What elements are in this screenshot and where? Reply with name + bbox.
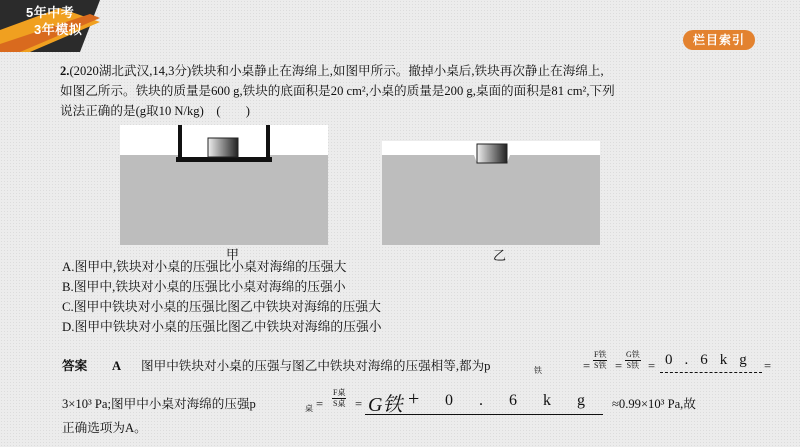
answer-eq-2: =	[615, 359, 623, 373]
answer-eq-6: =	[355, 397, 363, 411]
option-a: A.图甲中,铁块对小桌的压强比小桌对海绵的压强大	[62, 260, 347, 274]
figure-yi	[382, 141, 600, 245]
answer-label: 答案	[62, 359, 88, 373]
answer-g-tie: G铁	[368, 394, 403, 416]
answer-line-1: 图甲中铁块对小桌的压强与图乙中铁块对海绵的压强相等,都为p	[141, 359, 491, 373]
option-c: C.图甲中铁块对小桌的压强比图乙中铁块对海绵的压强大	[62, 300, 381, 314]
fraction-f-tie	[593, 350, 607, 371]
answer-line-3: 正确选项为A。	[62, 421, 147, 435]
answer-eq-5: =	[316, 397, 324, 411]
figure-jia	[120, 125, 328, 245]
fraction-g-tie-num: G铁	[626, 350, 640, 359]
answer-eq-4: =	[764, 359, 772, 373]
logo-line1: 5年中考	[26, 5, 75, 20]
answer-choice: A	[112, 359, 122, 373]
question-line-3: 说法正确的是(g取10 N/kg) ( )	[60, 104, 250, 118]
fraction-g-tie-den: S铁	[626, 361, 640, 370]
fraction-g-tie	[625, 350, 641, 371]
question-text-1: (2020湖北武汉,14,3分)铁块和小桌静止在海绵上,如图甲所示。撤掉小桌后,铁块再次静止在海绵上,	[69, 64, 604, 78]
fraction-line-1	[660, 372, 762, 373]
question-number: 2.	[60, 64, 70, 78]
answer-line-2-end: ≈0.99×10³ Pa,故	[612, 397, 696, 411]
brand-logo	[0, 0, 100, 52]
answer-eq-3: =	[648, 359, 656, 373]
option-d: D.图甲中铁块对小桌的压强比图乙中铁块对海绵的压强小	[62, 320, 382, 334]
fraction-f-tie-num: F铁	[594, 350, 607, 359]
question-line-1	[60, 61, 780, 81]
option-b: B.图甲中,铁块对小桌的压强比小桌对海绵的压强小	[62, 280, 346, 294]
answer-big-mass-2: 0.6kg	[445, 392, 611, 409]
answer-sub-zhuo: 桌	[305, 404, 313, 413]
fraction-f-zhuo-den: S桌	[333, 399, 346, 408]
fraction-line-2	[365, 414, 603, 415]
figure-yi-drawing	[382, 141, 600, 245]
answer-sub-tie: 铁	[534, 366, 542, 375]
logo-line2: 3年模拟	[34, 22, 83, 37]
fraction-f-zhuo	[332, 388, 346, 409]
section-index-button[interactable]: 栏目索引	[683, 30, 755, 50]
answer-line-2-start: 3×10³ Pa;图甲中小桌对海绵的压强p	[62, 397, 256, 411]
figure-jia-label: 甲	[226, 247, 240, 262]
answer-eq-1: =	[583, 359, 591, 373]
question-line-2: 如图乙所示。铁块的质量是600 g,铁块的底面积是20 cm²,小桌的质量是200 g,桌面的面积是81 cm²,下列	[60, 84, 615, 98]
figure-jia-drawing	[120, 125, 328, 245]
answer-big-mass-1: 0.6kg	[665, 352, 759, 368]
fraction-f-zhuo-num: F桌	[333, 388, 346, 397]
fraction-f-tie-den: S铁	[594, 361, 607, 370]
figure-yi-label: 乙	[493, 248, 507, 263]
answer-plus: +	[408, 388, 420, 410]
